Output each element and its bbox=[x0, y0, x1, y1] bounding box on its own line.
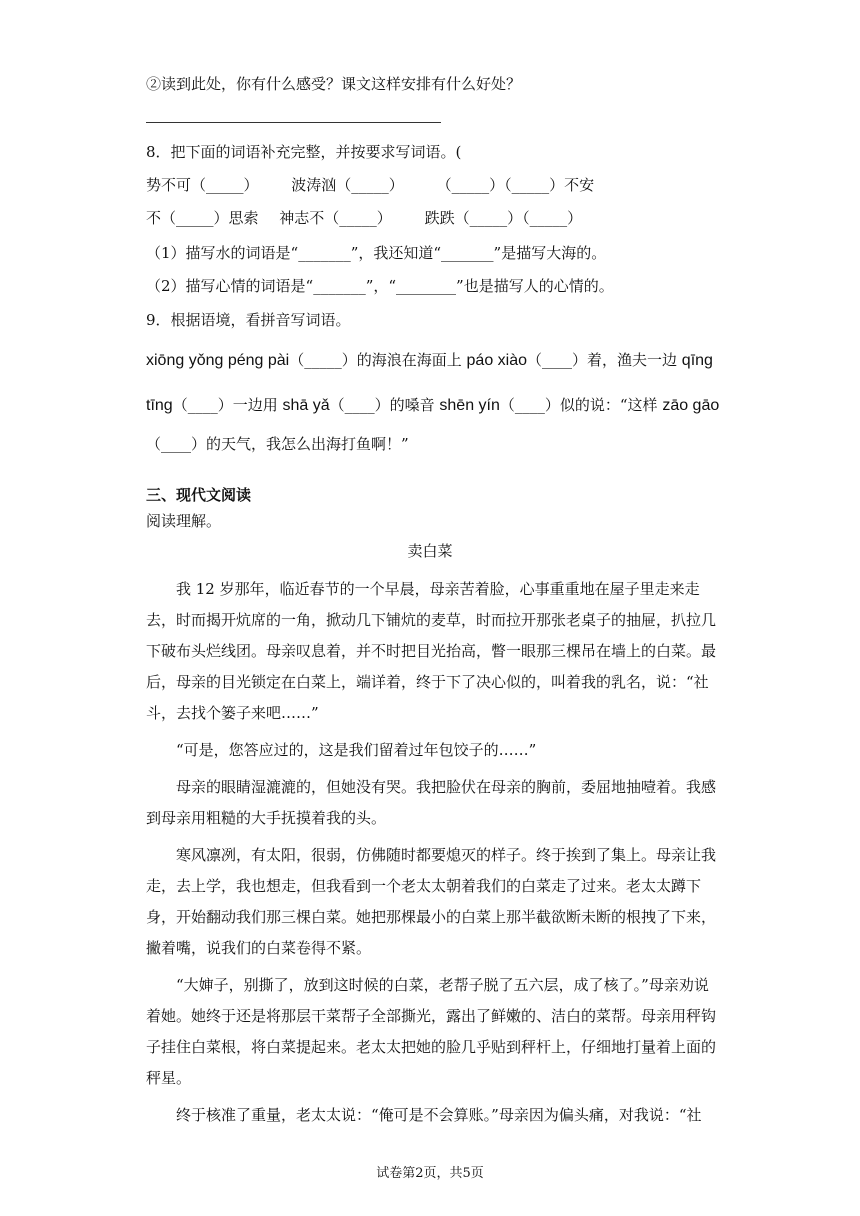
word-blank-6[interactable]: 跌跌（_____）（_____） bbox=[424, 209, 583, 227]
sentence-text: （____）似的说：“这样 bbox=[499, 396, 663, 414]
question-8-sub2[interactable]: （2）描写心情的词语是“_______”，“________”也是描写人的心情的。 bbox=[146, 277, 614, 295]
passage-paragraph: “大婶子，别撕了，放到这时候的白菜，老帮子脱了五六层，成了核了。”母亲劝说着她。她终于还是将那层干菜帮子全部撕光，露出了鲜嫩的、洁白的菜帮。母亲用秤钩子挂住白菜根，将白菜提起来。老太太把她的脸几乎贴到秤杆上，仔细地打量着上面的秤星。 bbox=[146, 976, 717, 1087]
pinyin-text: xiōng yǒng péng pài bbox=[146, 352, 290, 369]
question-7-sub2: ②读到此处，你有什么感受？课文这样安排有什么好处？ bbox=[146, 75, 522, 93]
question-9-line1[interactable] bbox=[146, 350, 713, 371]
sentence-text: （_____）的海浪在海面上 bbox=[289, 351, 467, 369]
answer-line[interactable] bbox=[146, 122, 441, 123]
pinyin-text: páo xiào bbox=[466, 352, 528, 369]
question-8-sub1[interactable]: （1）描写水的词语是“_______”，我还知道“_______”是描写大海的。 bbox=[146, 244, 607, 262]
question-9-line3[interactable]: （____）的天气，我怎么出海打鱼啊！” bbox=[146, 435, 409, 453]
passage-paragraph: 母亲的眼睛湿漉漉的，但她没有哭。我把脸伏在母亲的胸前，委屈地抽噎着。我感到母亲用粗糙的大手抚摸着我的头。 bbox=[146, 778, 717, 827]
word-blank-4[interactable]: 不（_____）思索 bbox=[146, 209, 259, 227]
sentence-text: （____）一边用 bbox=[172, 396, 283, 414]
page-footer: 试卷第2页，共5页 bbox=[376, 1166, 484, 1181]
word-blank-1[interactable]: 势不可（_____） bbox=[146, 176, 259, 194]
pinyin-text: tīng bbox=[146, 397, 173, 414]
sentence-text: （____）的嗓音 bbox=[329, 396, 440, 414]
passage-paragraph: 我 12 岁那年，临近春节的一个早晨，母亲苦着脸，心事重重地在屋子里走来走去，时而揭开炕席的一角，掀动几下铺炕的麦草，时而拉开那张老桌子的抽屉，扒拉几下破布头烂线团。母亲叹息着，并不时把目光抬高，瞥一眼那三棵吊在墙上的白菜。最后，母亲的目光锁定在白菜上，端详着，终于下了决心似的，叫着我的乳名，说：“社斗，去找个篓子来吧……” bbox=[146, 580, 717, 722]
question-8-title: 8．把下面的词语补充完整，并按要求写词语。( bbox=[146, 143, 462, 161]
pinyin-text: shēn yín bbox=[439, 397, 500, 414]
question-8-row2 bbox=[146, 208, 582, 228]
pinyin-text: zāo gāo bbox=[662, 397, 720, 414]
passage-paragraph: 终于核准了重量，老太太说：“俺可是不会算账。”母亲因为偏头痛，对我说：“社 bbox=[176, 1106, 702, 1124]
question-9-title: 9．根据语境，看拼音写词语。 bbox=[146, 311, 351, 329]
passage-paragraph: 寒风凛冽，有太阳，很弱，仿佛随时都要熄灭的样子。终于挨到了集上。母亲让我走，去上学，我也想走，但我看到一个老太太朝着我们的白菜走了过来。老太太蹲下身，开始翻动我们那三棵白菜。她把那棵最小的白菜上那半截欲断未断的根拽了下来，撇着嘴，说我们的白菜卷得不紧。 bbox=[146, 846, 717, 957]
question-8-row1 bbox=[146, 175, 594, 195]
question-9-line2[interactable] bbox=[146, 395, 719, 416]
sentence-text: （____）着，渔夫一边 bbox=[527, 351, 682, 369]
passage-title: 卖白菜 bbox=[407, 542, 453, 560]
pinyin-text: qīng bbox=[681, 352, 713, 369]
reading-instruction: 阅读理解。 bbox=[146, 512, 222, 530]
section-title: 三、现代文阅读 bbox=[146, 486, 252, 504]
word-blank-2[interactable]: 波涛汹（_____） bbox=[291, 176, 404, 194]
pinyin-text: shā yǎ bbox=[282, 397, 330, 414]
passage-paragraph: “可是，您答应过的，这是我们留着过年包饺子的……” bbox=[176, 741, 537, 759]
word-blank-3[interactable]: （_____）（_____）不安 bbox=[436, 176, 595, 194]
passage-body bbox=[146, 574, 716, 1131]
word-blank-5[interactable]: 神志不（_____） bbox=[279, 209, 392, 227]
